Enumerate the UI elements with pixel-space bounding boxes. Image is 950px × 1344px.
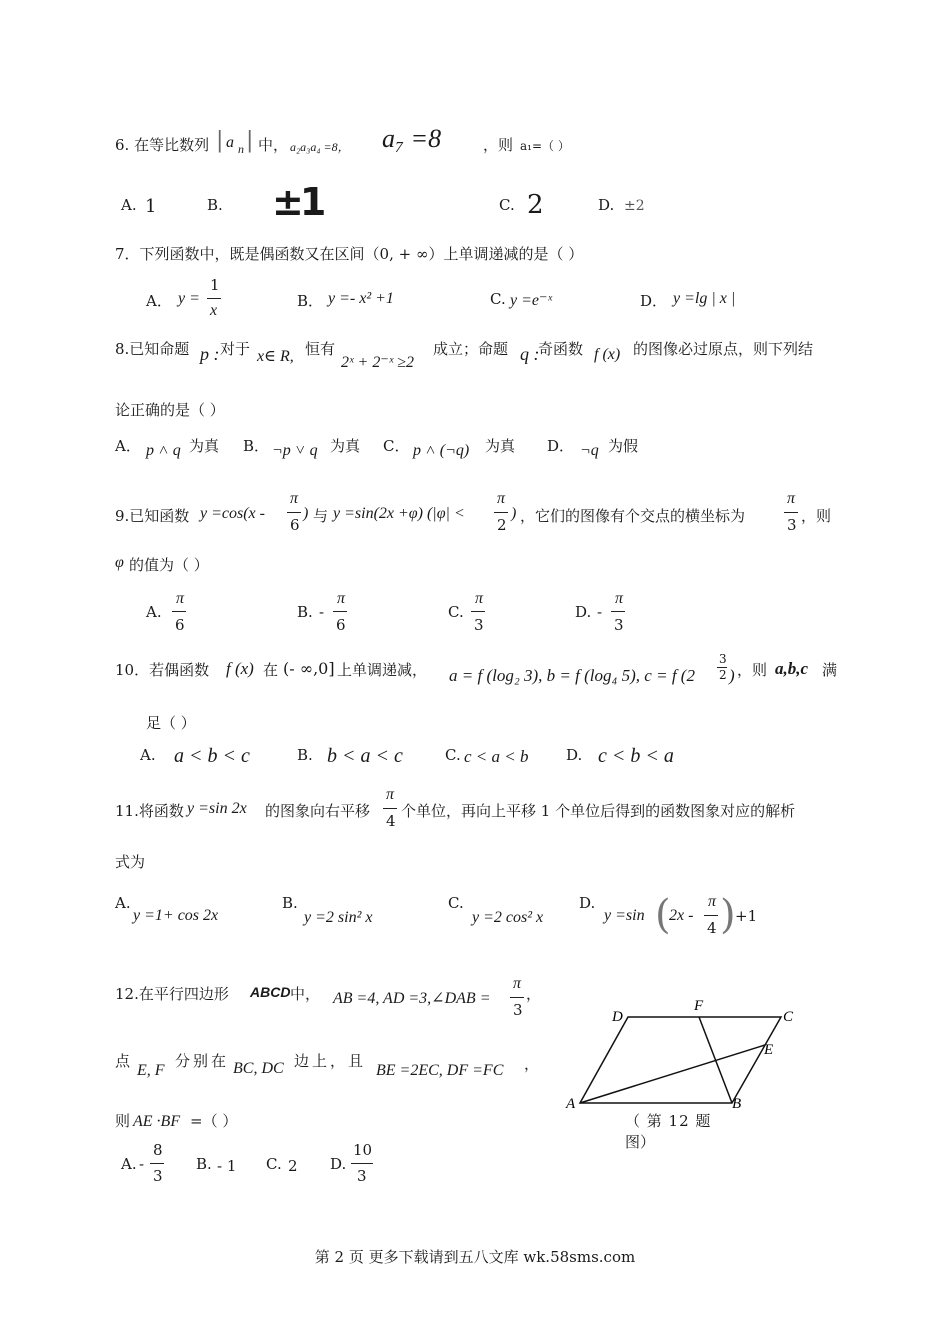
q8-option-c-expr: p ˄ (¬q)	[413, 442, 470, 459]
q9-line1-b: ，它们的图像有个交点的横坐标为	[520, 507, 746, 525]
q11-option-d-tail: +1	[735, 907, 758, 925]
q8-option-d-tail: 为假	[608, 437, 639, 455]
q6-stem-c: ，则	[483, 136, 514, 154]
right-paren: )	[720, 892, 736, 938]
left-bracket: |	[216, 128, 224, 153]
q7-option-c-value: y =e⁻ˣ	[510, 292, 552, 309]
q9-f2-close: )	[511, 505, 517, 522]
q8-line1-b: 对于	[220, 340, 251, 358]
q11-line1-c: 个单位，再向上平移 1 个单位后得到的函数图象对应的解析	[401, 802, 796, 820]
q10-option-a-value: a < b < c	[174, 745, 250, 767]
q9-f1: y =cos(x -	[200, 505, 265, 522]
q10-line1-b: 在	[263, 661, 279, 679]
q6-ask: a₁=（ ）	[520, 139, 570, 153]
q6-stem-a: 6. 在等比数列	[115, 136, 210, 154]
q11-line1-a: 11.将函数	[115, 802, 184, 820]
q12-line2-b: 分别在	[175, 1052, 230, 1070]
q6-big-expression: a₇ =8	[382, 124, 442, 153]
q9-option-c-num: π	[475, 590, 484, 607]
fraction-bar	[510, 997, 524, 998]
q12-line1-a: 12.在平行四边形	[115, 985, 229, 1003]
q7-option-d-value: y =lg | x |	[673, 290, 736, 307]
q8-q: q :	[520, 344, 540, 364]
q9-f2-den: 2	[497, 516, 507, 534]
q8-option-a-label: A．	[115, 437, 141, 455]
q12-line3-a: 则	[115, 1112, 131, 1130]
segment-bf	[699, 1017, 732, 1103]
q8-fx: f (x)	[594, 346, 621, 363]
fraction-bar	[287, 512, 301, 513]
q6-stem-b: 中，	[258, 136, 289, 154]
q11-option-c-value: y =2 cos² x	[472, 909, 544, 926]
q12-option-a-den: 3	[153, 1167, 163, 1185]
q12-option-d-label: D.	[330, 1155, 347, 1173]
q7-stem: 7．下列函数中，既是偶函数又在区间（0, + ∞）上单调递减的是（ ）	[115, 245, 584, 263]
q8-line1-e: 奇函数	[538, 340, 584, 358]
q10-defs-close: )	[729, 666, 735, 685]
q9-phi: φ	[115, 554, 124, 571]
q8-p: p :	[200, 344, 220, 364]
left-paren: (	[655, 892, 671, 938]
q8-option-a-expr: p ˄ q	[146, 442, 181, 459]
q9-f1-num: π	[290, 490, 299, 507]
q9-f2: y =sin(2x +φ) (|φ| <	[333, 505, 465, 522]
q9-option-b-num: π	[337, 590, 346, 607]
fraction-bar	[704, 915, 718, 916]
q12-option-d-den: 3	[357, 1167, 367, 1185]
q11-func: y =sin 2x	[187, 800, 247, 817]
q11-shift-den: 4	[386, 812, 396, 830]
q9-option-d-label: D.	[575, 603, 592, 621]
q12-given: AB =4, AD =3,∠DAB =	[333, 990, 491, 1007]
q7-option-a-label: A．	[146, 292, 172, 310]
q9-option-a-label: A.	[146, 603, 162, 621]
q12-line2-a: 点	[115, 1052, 131, 1070]
q7-option-a-den: x	[210, 302, 218, 319]
q12-option-c-value: 2	[288, 1157, 298, 1175]
q8-option-c-tail: 为真	[485, 437, 516, 455]
q12-angle-num: π	[513, 975, 522, 992]
q12-option-a-num: 8	[153, 1141, 163, 1159]
fraction-bar	[333, 611, 347, 612]
q10-option-b-value: b < a < c	[327, 745, 403, 767]
q8-option-d-label: D．	[547, 437, 575, 455]
q12-rel: BE =2EC, DF =FC	[376, 1062, 504, 1079]
label-d: D	[612, 1009, 623, 1025]
q12-option-a-label: A.	[121, 1155, 137, 1173]
q11-option-d-label: D.	[579, 894, 596, 912]
q12-sides: BC, DC	[233, 1060, 284, 1077]
q9-f1-close: )	[303, 505, 309, 522]
q6-condition: a₂a₃a₄ =8，	[290, 140, 350, 154]
label-c: C	[783, 1009, 794, 1025]
q9-option-d-den: 3	[614, 616, 624, 634]
q11-option-c-label: C.	[448, 894, 464, 912]
q10-line1-e: 满	[822, 661, 838, 679]
q12-pts: E, F	[137, 1062, 165, 1079]
q9-line1-c: ，则	[801, 507, 832, 525]
q10-interval: (- ∞,0]	[283, 659, 335, 678]
q11-option-d-inner: 2x -	[669, 907, 694, 924]
q8-cond1: x∈ R,	[257, 348, 294, 365]
q7-option-c-label: C.	[490, 290, 506, 308]
q9-f2-num: π	[497, 490, 506, 507]
q12-option-d-num: 10	[353, 1141, 373, 1159]
page-footer: 第 2 页 更多下载请到五八文库 wk.58sms.com	[314, 1248, 636, 1266]
q7-option-a-value: y =	[178, 290, 200, 307]
q8-line1-a: 8.已知命题	[115, 340, 190, 358]
fraction-bar	[172, 611, 186, 612]
q8-line1-f: 的图像必过原点，则下列结	[633, 340, 814, 358]
q9-option-d-sign: -	[597, 603, 603, 621]
q6-option-b-label: B.	[207, 196, 223, 214]
q7-option-a-num: 1	[210, 276, 220, 294]
q8-option-b-tail: 为真	[330, 437, 361, 455]
q6-option-c-value: 2	[527, 190, 544, 220]
q6-option-a-value: 1	[145, 196, 157, 217]
fraction-bar	[494, 512, 508, 513]
q11-shift-num: π	[386, 786, 395, 803]
q9-x-num: π	[787, 490, 796, 507]
q11-option-a-value: y =1+ cos 2x	[133, 907, 219, 924]
fraction-bar	[611, 611, 625, 612]
q10-line1-a: 10．若偶函数	[115, 661, 210, 679]
q10-line1-c: 上单调递减，	[337, 661, 428, 679]
q10-option-c-label: C.	[445, 746, 461, 764]
q8-line1-c: 恒有	[305, 340, 336, 358]
q10-option-a-label: A.	[140, 746, 156, 764]
q9-option-b-sign: -	[319, 603, 325, 621]
q6-seq: a	[226, 134, 234, 151]
q12-angle-den: 3	[513, 1001, 523, 1019]
q10-line1-d: ，则	[737, 661, 768, 679]
q6-option-c-label: C.	[499, 196, 515, 214]
q9-f1-den: 6	[290, 516, 300, 534]
q8-option-a-tail: 为真	[189, 437, 220, 455]
q11-option-b-label: B.	[282, 894, 298, 912]
label-e: E	[764, 1042, 774, 1058]
q10-option-d-value: c < b < a	[598, 745, 674, 767]
q11-line2: 式为	[115, 853, 146, 871]
fraction-bar	[784, 512, 798, 513]
fraction-bar	[383, 808, 397, 809]
q6-option-b-value: ±1	[272, 180, 323, 224]
q10-vars: a,b,c	[775, 659, 809, 678]
q8-line1-d: 成立；命题	[433, 340, 509, 358]
q12-option-a-sign: -	[139, 1155, 145, 1173]
q8-option-c-label: C．	[383, 437, 410, 455]
q6-option-d-value: ±2	[624, 198, 645, 214]
q9-mid: 与	[313, 507, 329, 525]
q11-option-d-den: 4	[707, 919, 717, 937]
q8-line2: 论正确的是（ ）	[115, 401, 225, 419]
q9-x-den: 3	[787, 516, 797, 534]
q8-option-d-expr: ¬q	[580, 442, 599, 459]
q9-option-c-den: 3	[474, 616, 484, 634]
q12-dot: AE ·BF	[133, 1113, 181, 1130]
q10-defs: a = f (log₂ 3), b = f (log₄ 5), c = f (2	[449, 666, 695, 685]
label-b: B	[732, 1096, 742, 1112]
q10-exp-den: 2	[719, 668, 727, 682]
q9-option-a-den: 6	[175, 616, 185, 634]
q6-option-a-label: A.	[121, 196, 137, 214]
q11-option-d-num: π	[708, 893, 717, 910]
q11-option-d-value: y =sin	[604, 907, 645, 924]
q6-option-d-label: D.	[598, 196, 615, 214]
q9-line2: 的值为（ ）	[129, 556, 209, 574]
figure-caption-line2: 图）	[625, 1133, 656, 1151]
label-f: F	[694, 998, 704, 1014]
q10-option-c-value: c < a < b	[464, 747, 529, 766]
fraction-bar	[207, 298, 221, 299]
q9-option-b-label: B.	[297, 603, 313, 621]
q9-line1-a: 9.已知函数	[115, 507, 190, 525]
q7-option-b-value: y =- x² +1	[328, 290, 394, 307]
q12-option-c-label: C.	[266, 1155, 282, 1173]
q12-line2-d: ，	[524, 1055, 540, 1073]
q11-line1-b: 的图象向右平移	[265, 802, 371, 820]
q8-option-b-expr: ¬p ˅ q	[272, 442, 318, 459]
q9-option-c-label: C.	[448, 603, 464, 621]
q12-line3-b: =（ ）	[190, 1112, 238, 1130]
q9-option-d-num: π	[615, 590, 624, 607]
right-bracket: |	[246, 128, 254, 153]
q9-option-a-num: π	[176, 590, 185, 607]
label-a: A	[566, 1096, 576, 1112]
q10-exp-num: 3	[719, 652, 727, 666]
fraction-bar	[351, 1163, 373, 1164]
q7-option-b-label: B．	[297, 292, 324, 310]
q8-option-b-label: B．	[243, 437, 270, 455]
q11-option-a-label: A.	[115, 894, 131, 912]
q12-line1-b: 中，	[290, 985, 321, 1003]
q12-shape: ABCD	[250, 984, 291, 1000]
q10-option-b-label: B.	[297, 746, 313, 764]
parallelogram-outline	[580, 1017, 781, 1103]
q10-fx: f (x)	[226, 659, 254, 678]
q6-seq-sub: n	[238, 142, 244, 156]
q8-cond2: 2ˣ + 2⁻ˣ ≥2	[341, 354, 415, 371]
fraction-bar	[150, 1163, 164, 1164]
q7-option-d-label: D．	[640, 292, 668, 310]
q12-option-b-label: B.	[196, 1155, 212, 1173]
q12-option-b-value: - 1	[217, 1157, 237, 1175]
q12-line1-c: ，	[526, 985, 542, 1003]
q11-option-b-value: y =2 sin² x	[304, 909, 373, 926]
q10-line2: 足（ ）	[146, 714, 196, 732]
figure-caption-line1: （ 第 12 题	[625, 1112, 712, 1130]
q10-option-d-label: D.	[566, 746, 583, 764]
q9-option-b-den: 6	[336, 616, 346, 634]
q12-line2-c: 边上，且	[294, 1052, 367, 1070]
fraction-bar	[471, 611, 485, 612]
